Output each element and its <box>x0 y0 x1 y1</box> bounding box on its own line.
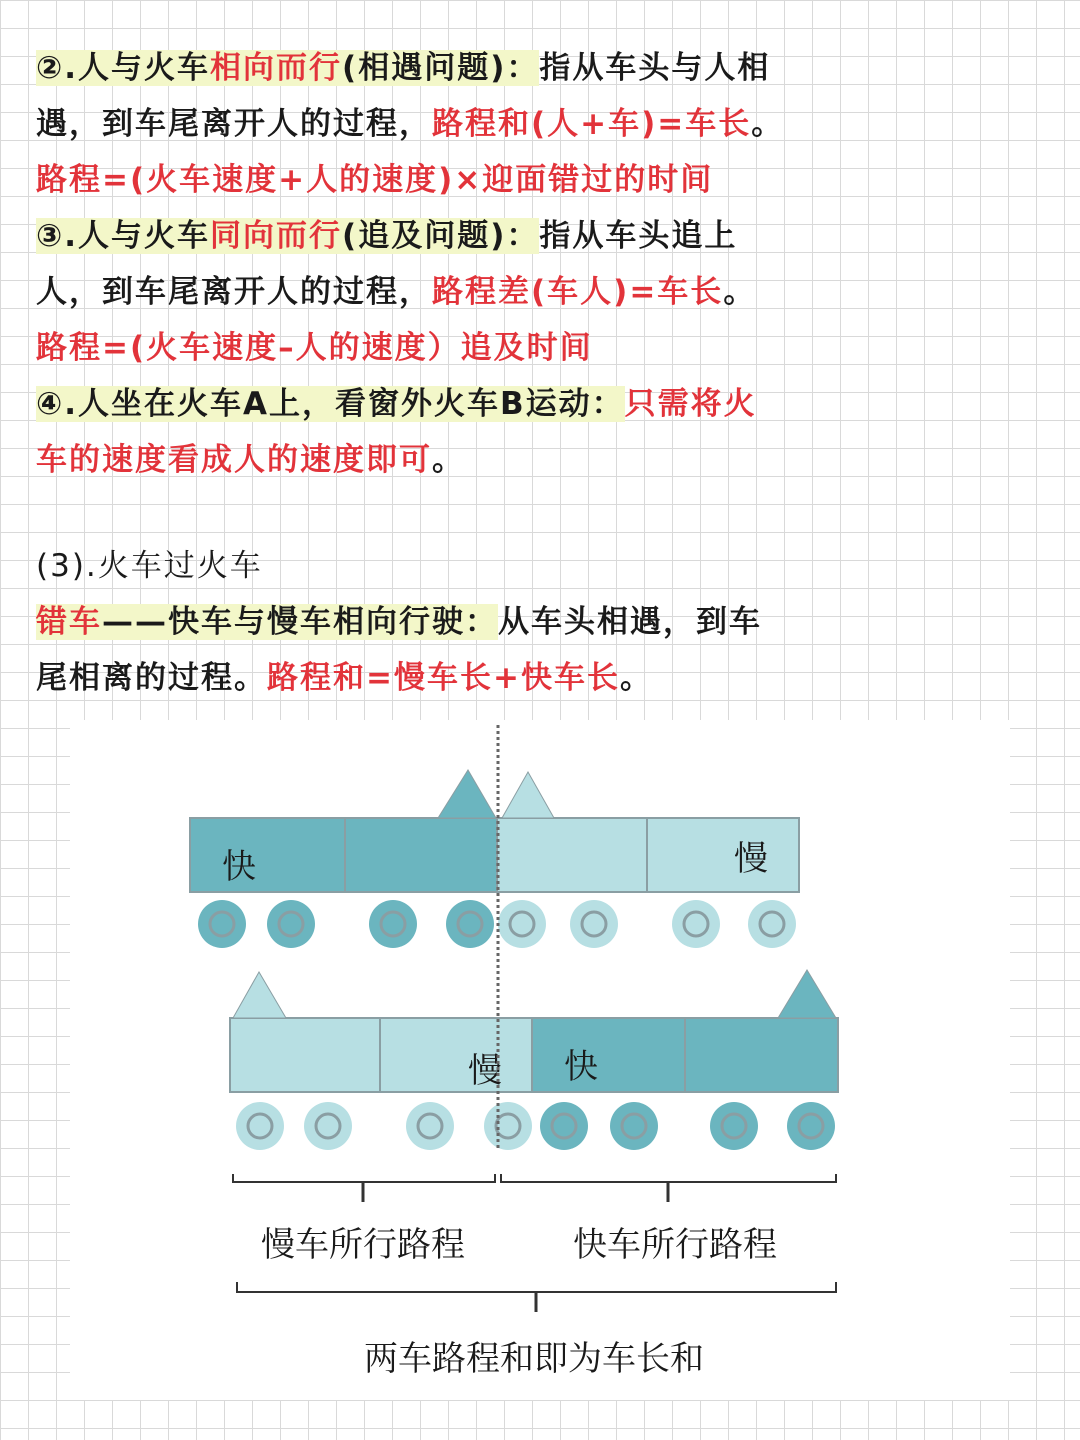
fast-train-head-marker <box>438 770 496 818</box>
notes-section <box>36 40 1046 706</box>
case-3-desc-start: 指从车头追上 <box>539 218 738 254</box>
case-2-problem-type: (相遇问题)： <box>342 50 540 86</box>
fast-distance-bracket <box>501 1174 836 1182</box>
case-3-line-1 <box>36 208 1046 264</box>
section-3-desc-start: 从车头相遇，到车 <box>498 604 762 640</box>
top-fast-label: 快 <box>222 847 256 887</box>
slow-distance-bracket <box>233 1174 495 1182</box>
case-4-number: ④. <box>36 386 79 422</box>
train-passing-diagram <box>70 720 1010 1400</box>
case-3-desc-end: 人，到车尾离开人的过程， <box>36 274 432 310</box>
fast-distance-label: 快车所行路程 <box>573 1225 777 1265</box>
fast-train-head-marker <box>778 970 836 1018</box>
wheel <box>610 1102 658 1150</box>
section-3-heading <box>36 604 498 640</box>
slow-car-2 <box>380 1018 532 1092</box>
fast-car-2 <box>685 1018 838 1092</box>
section-3-term: 错车 <box>36 604 102 640</box>
case-4-period: 。 <box>432 442 465 478</box>
wheel <box>570 900 618 948</box>
case-3-subject: 人与火车 <box>78 218 211 254</box>
case-2-formula: 路程=(火车速度+人的速度)×迎面错过的时间 <box>36 162 714 198</box>
fast-car-1 <box>190 818 345 892</box>
slow-train-head-marker <box>502 772 554 818</box>
wheel <box>484 1102 532 1150</box>
bottom-slow-wheels <box>236 1102 532 1150</box>
wheel <box>304 1102 352 1150</box>
wheel <box>540 1102 588 1150</box>
case-2-subject: 人与火车 <box>78 50 211 86</box>
section-3-rule: 路程和=慢车长+快车长 <box>267 660 620 696</box>
case-2-rule: 路程和(人+车)=车长 <box>432 106 752 142</box>
case-3-direction: 同向而行 <box>210 218 343 254</box>
slow-distance-label: 慢车所行路程 <box>261 1225 465 1265</box>
section-3-line-2 <box>36 650 1046 706</box>
wheel <box>498 900 546 948</box>
section-3-definition: ——快车与慢车相向行驶： <box>102 604 498 640</box>
slow-car-1 <box>497 818 647 892</box>
case-3-heading <box>36 218 539 254</box>
slow-car-2 <box>647 818 799 892</box>
section-3-desc-end: 尾相离的过程。 <box>36 660 267 696</box>
case-2-desc-end: 遇，到车尾离开人的过程， <box>36 106 432 142</box>
slow-car-1 <box>230 1018 380 1092</box>
case-4-line-1 <box>36 376 1046 432</box>
section-gap <box>36 488 1046 538</box>
bottom-fast-wheels <box>540 1102 835 1150</box>
total-distance-bracket <box>237 1282 836 1292</box>
total-distance-label: 两车路程和即为车长和 <box>364 1339 704 1379</box>
wheel <box>787 1102 835 1150</box>
case-4-desc: 人坐在火车A上，看窗外火车B运动： <box>78 386 625 422</box>
case-2-line-2 <box>36 96 1046 152</box>
case-3-rule: 路程差(车人)=车长 <box>432 274 724 310</box>
wheel <box>369 900 417 948</box>
fast-car-1 <box>532 1018 685 1092</box>
wheel <box>406 1102 454 1150</box>
case-4-line-2 <box>36 432 1046 488</box>
bottom-fast-label: 快 <box>564 1047 598 1087</box>
case-2-line-1 <box>36 40 1046 96</box>
top-slow-wheels <box>498 900 796 948</box>
fast-car-2 <box>345 818 497 892</box>
slow-train-head-marker <box>233 972 286 1018</box>
case-3-line-2 <box>36 264 1046 320</box>
wheel <box>710 1102 758 1150</box>
case-3-period: 。 <box>723 274 757 310</box>
case-2-number: ②. <box>36 50 79 86</box>
bottom-train-row <box>230 970 838 1150</box>
case-3-problem-type: (追及问题)： <box>342 218 540 254</box>
section-3-line-1 <box>36 594 1046 650</box>
wheel <box>446 900 494 948</box>
bottom-slow-label: 慢 <box>468 1051 502 1091</box>
diagram-svg <box>70 720 1010 1400</box>
wheel <box>236 1102 284 1150</box>
section-3-period: 。 <box>619 660 653 696</box>
case-4-heading <box>36 386 625 422</box>
case-4-rule-end: 车的速度看成人的速度即可 <box>36 442 432 478</box>
case-2-period: 。 <box>751 106 785 142</box>
wheel <box>748 900 796 948</box>
wheel <box>672 900 720 948</box>
wheel <box>198 900 246 948</box>
case-2-desc-start: 指从车头与人相 <box>539 50 771 86</box>
wheel <box>267 900 315 948</box>
case-3-formula: 路程=(火车速度–人的速度）追及时间 <box>36 330 593 366</box>
section-3-title: (3).火车过火车 <box>36 548 263 584</box>
top-train-row <box>190 770 799 948</box>
case-2-direction: 相向而行 <box>210 50 343 86</box>
case-2-heading <box>36 50 539 86</box>
top-fast-wheels <box>198 900 494 948</box>
case-4-rule-start: 只需将火 <box>624 386 757 422</box>
case-3-number: ③. <box>36 218 79 254</box>
top-slow-label: 慢 <box>734 839 768 879</box>
